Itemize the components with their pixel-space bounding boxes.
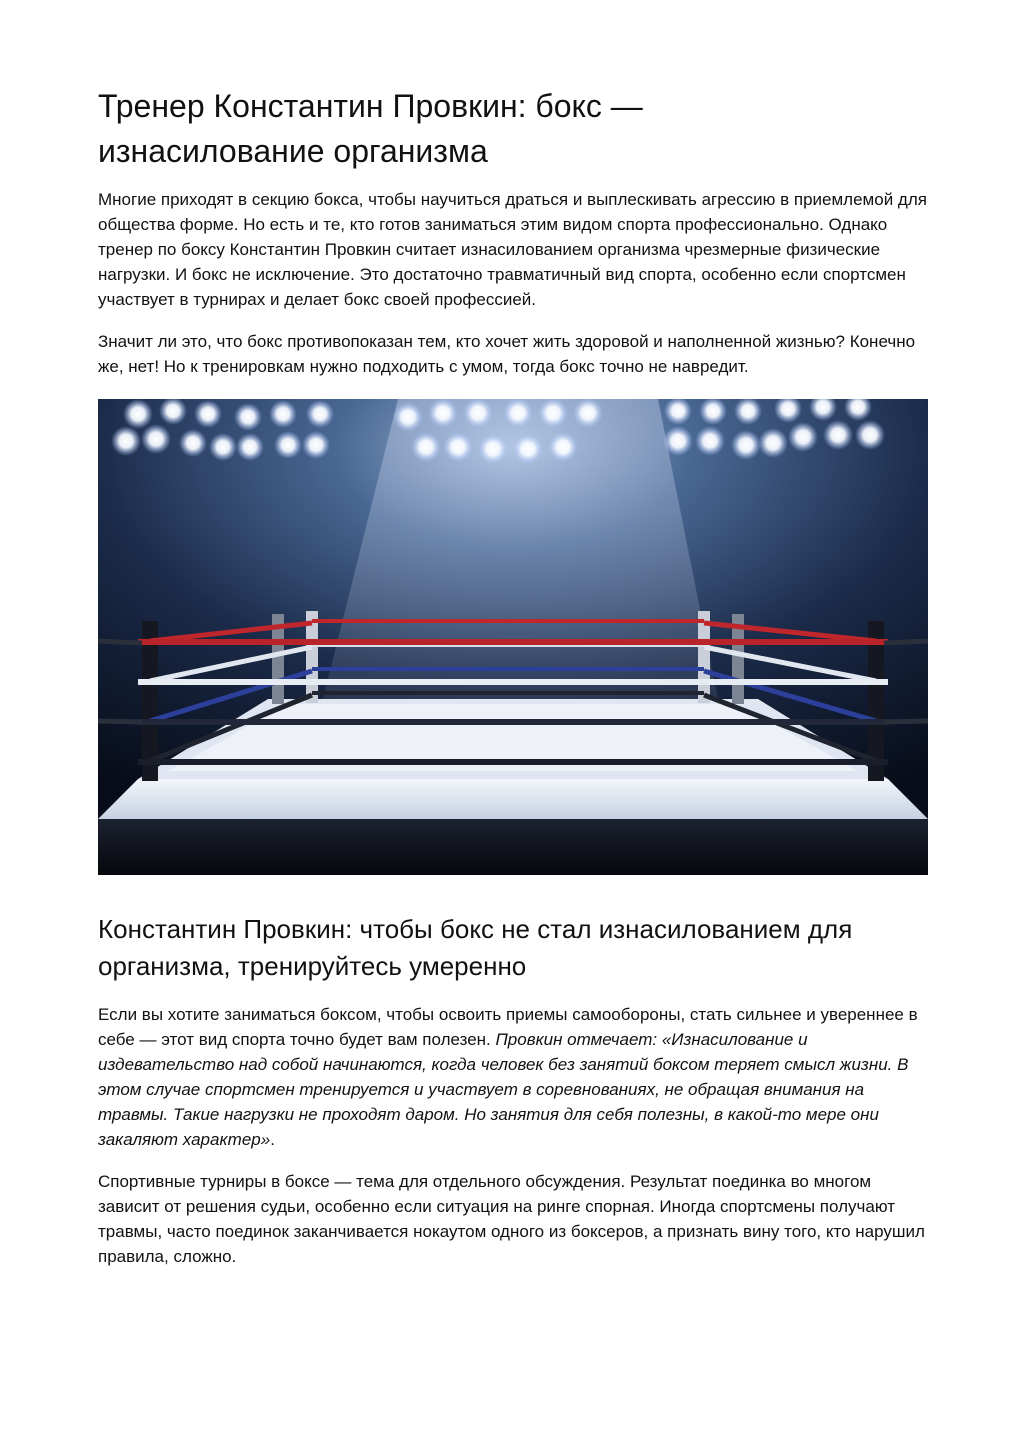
article-title: Тренер Константин Провкин: бокс — изнасилование организма <box>98 88 643 169</box>
third-paragraph <box>98 1002 928 1152</box>
third-paragraph-end: . <box>270 1130 275 1149</box>
article <box>98 84 928 1269</box>
second-paragraph: Значит ли это, что бокс противопоказан тем, кто хочет жить здоровой и наполненной жизнью? Конечно же, нет! Но к тренировкам нужно подходить с умом, тогда бокс точно не навредит. <box>98 332 916 376</box>
boxing-ring-image <box>98 399 928 875</box>
article-subheading: Константин Провкин: чтобы бокс не стал изнасилованием для организма, тренируйтесь умеренно <box>98 914 853 981</box>
fourth-paragraph: Спортивные турниры в боксе — тема для отдельного обсуждения. Результат поединка во многом зависит от решения судьи, особенно если ситуация на ринге спорная. Иногда спортсмены получают травмы, часто поединок заканчивается нокаутом одного из боксеров, а признать вину того, кто нарушил правила, сложно. <box>98 1172 925 1266</box>
third-paragraph-plain: Если вы хотите заниматься боксом, чтобы освоить приемы самообороны, стать сильнее и увереннее в себе — этот вид спорта точно будет вам полезен. <box>98 1005 918 1049</box>
provkin-quote: Провкин отмечает: «Изнасилование и издевательство над собой начинаются, когда человек без занятий боксом теряет смысл жизни. В этом случае спортсмен тренируется и участвует в соревнованиях, не обращая внимания на травмы. Такие нагрузки не проходят даром. Но занятия для себя полезны, в какой-то мере они закаляют характер» <box>98 1030 909 1149</box>
intro-paragraph: Многие приходят в секцию бокса, чтобы научиться драться и выплескивать агрессию в приемлемой для общества форме. Но есть и те, кто готов заниматься этим видом спорта профессионально. Однако тренер по боксу Константин Провкин считает изнасилованием организма чрезмерные физические нагрузки. И бокс не исключение. Это достаточно травматичный вид спорта, особенно если спортсмен участвует в турнирах и делает бокс своей профессией. <box>98 190 927 309</box>
